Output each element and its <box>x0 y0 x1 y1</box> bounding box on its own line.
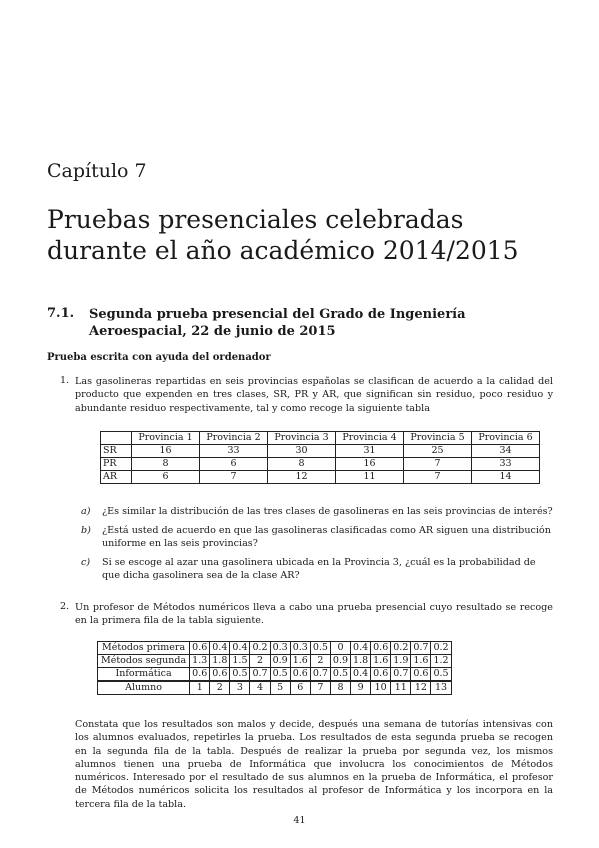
table-cell: 0.4 <box>230 642 250 655</box>
table-cell: 16 <box>336 458 404 471</box>
question-text: ¿Es similar la distribución de las tres clases de gasolineras en las seis provincias de interés? <box>102 506 553 517</box>
table-cell: 0.5 <box>230 668 250 682</box>
table-cell: 1.6 <box>371 655 391 668</box>
row-header: Métodos primera <box>98 642 190 655</box>
table-cell: 0.6 <box>190 642 210 655</box>
table-cell: 13 <box>431 681 451 695</box>
table-row <box>101 445 540 458</box>
table-cell: 9 <box>351 681 371 695</box>
table-cell: 0.2 <box>250 642 270 655</box>
row-header: PR <box>101 458 132 471</box>
table-cell: 12 <box>268 471 336 484</box>
table-row <box>98 642 452 655</box>
section-title: Segunda prueba presencial del Grado de Ingeniería Aeroespacial, 22 de junio de 2015 <box>89 307 466 339</box>
section-number: 7.1. <box>47 306 75 321</box>
table-cell: 1.6 <box>290 655 310 668</box>
table-cell: 33 <box>472 458 540 471</box>
table-cell: 1.2 <box>431 655 451 668</box>
table-cell: 12 <box>411 681 431 695</box>
table-row <box>98 668 452 682</box>
chapter-title: Pruebas presenciales celebradas durante el año académico 2014/2015 <box>47 205 519 265</box>
table-cell: 2 <box>210 681 230 695</box>
table-cell: 11 <box>336 471 404 484</box>
subheading: Prueba escrita con ayuda del ordenador <box>47 352 271 363</box>
problem-2-followup-text: Constata que los resultados son malos y decide, después una semana de tutorías intensivas con los alumnos evaluados, repetirles la prueba. Los resultados de esta segunda prueba se recogen en la segunda fila de la tabla. Después de realizar la prueba por segunda vez, los mismos alumnos tienen una prueba de Informática que involucra los conocimientos de Métodos numéricos. Interesado por el resultado de sus alumnos en la prueba de Informática, el profesor de Métodos numéricos solicita los resultados al profesor de Informática y los incorpora en la tercera fila de la tabla. <box>75 719 553 810</box>
table-cell: 7 <box>200 471 268 484</box>
table-cell: 31 <box>336 445 404 458</box>
table-cell: 8 <box>132 458 200 471</box>
column-header: Provincia 5 <box>404 432 472 445</box>
table-cell: 6 <box>200 458 268 471</box>
table-cell: 0.9 <box>270 655 290 668</box>
table-cell: 0.7 <box>411 642 431 655</box>
question-text: Si se escoge al azar una gasolinera ubicada en la Provincia 3, ¿cuál es la probabilidad de que dicha gasolinera sea de la clase AR? <box>102 557 536 582</box>
table-header-row <box>101 432 540 445</box>
table-cell: 0.7 <box>391 668 411 682</box>
table-cell: 2 <box>250 655 270 668</box>
table-cell: 0.5 <box>431 668 451 682</box>
table-cell: 8 <box>330 681 350 695</box>
table-cell: 0.4 <box>351 668 371 682</box>
table-cell: 7 <box>310 681 330 695</box>
table-cell: 33 <box>200 445 268 458</box>
table-cell: 0.6 <box>371 668 391 682</box>
table-row <box>98 681 452 695</box>
table-cell: 1.8 <box>210 655 230 668</box>
table-cell: 0.7 <box>310 668 330 682</box>
problem-2-number: 2. <box>60 601 70 612</box>
table-cell: 11 <box>391 681 411 695</box>
table-row <box>101 458 540 471</box>
table-cell: 0.6 <box>210 668 230 682</box>
table-cell: 7 <box>404 471 472 484</box>
table-cell: 0.3 <box>270 642 290 655</box>
table-cell: 0.9 <box>330 655 350 668</box>
page-number: 41 <box>293 815 306 826</box>
table-cell: 6 <box>290 681 310 695</box>
table-cell: 10 <box>371 681 391 695</box>
table-cell: 3 <box>230 681 250 695</box>
grades-table <box>97 641 452 695</box>
table-cell: 0.2 <box>391 642 411 655</box>
table-cell: 0.5 <box>330 668 350 682</box>
table-row <box>101 471 540 484</box>
column-header: Provincia 2 <box>200 432 268 445</box>
table-cell: 7 <box>404 458 472 471</box>
table-cell: 2 <box>310 655 330 668</box>
row-header: Alumno <box>98 681 190 695</box>
table-cell: 34 <box>472 445 540 458</box>
table-cell: 0.5 <box>310 642 330 655</box>
row-header: AR <box>101 471 132 484</box>
problem-1-number: 1. <box>60 375 70 386</box>
table-cell: 4 <box>250 681 270 695</box>
table-cell: 5 <box>270 681 290 695</box>
column-header: Provincia 1 <box>132 432 200 445</box>
row-header: Métodos segunda <box>98 655 190 668</box>
table-cell: 1.9 <box>391 655 411 668</box>
table-cell: 0.6 <box>290 668 310 682</box>
table-cell: 8 <box>268 458 336 471</box>
column-header: Provincia 4 <box>336 432 404 445</box>
row-header: SR <box>101 445 132 458</box>
column-header: Provincia 6 <box>472 432 540 445</box>
table-cell: 0.5 <box>270 668 290 682</box>
question-label: a) <box>81 506 91 517</box>
table-cell: 30 <box>268 445 336 458</box>
table-cell: 25 <box>404 445 472 458</box>
provinces-table <box>100 431 540 484</box>
table-cell: 16 <box>132 445 200 458</box>
table-cell: 6 <box>132 471 200 484</box>
table-cell: 0.3 <box>290 642 310 655</box>
table-cell: 0.6 <box>411 668 431 682</box>
table-cell: 0.2 <box>431 642 451 655</box>
question-text: ¿Está usted de acuerdo en que las gasolineras clasificadas como AR siguen una distribución uniforme en las seis provincias? <box>102 525 551 550</box>
table-cell: 1.6 <box>411 655 431 668</box>
table-cell: 0 <box>330 642 350 655</box>
row-header: Informática <box>98 668 190 682</box>
table-cell: 0.4 <box>210 642 230 655</box>
table-row <box>98 655 452 668</box>
table-cell: 0.4 <box>351 642 371 655</box>
table-cell: 0.7 <box>250 668 270 682</box>
problem-2-text: Un profesor de Métodos numéricos lleva a cabo una prueba presencial cuyo resultado se recoge en la primera fila de la tabla siguiente. <box>75 602 553 627</box>
table-cell: 1.3 <box>190 655 210 668</box>
table-cell: 0.6 <box>190 668 210 682</box>
column-header: Provincia 3 <box>268 432 336 445</box>
table-cell: 1.5 <box>230 655 250 668</box>
problem-1-text: Las gasolineras repartidas en seis provincias españolas se clasifican de acuerdo a la calidad del producto que expenden en tres clases, SR, PR y AR, que significan sin residuo, poco residuo y abundante residuo respectivamente, tal y como recoge la siguiente tabla <box>75 376 553 414</box>
table-cell: 1.8 <box>351 655 371 668</box>
question-label: b) <box>81 525 91 536</box>
table-corner-cell <box>101 432 132 445</box>
question-label: c) <box>81 557 91 568</box>
table-cell: 0.6 <box>371 642 391 655</box>
table-cell: 1 <box>190 681 210 695</box>
table-cell: 14 <box>472 471 540 484</box>
chapter-label: Capítulo 7 <box>47 160 147 182</box>
